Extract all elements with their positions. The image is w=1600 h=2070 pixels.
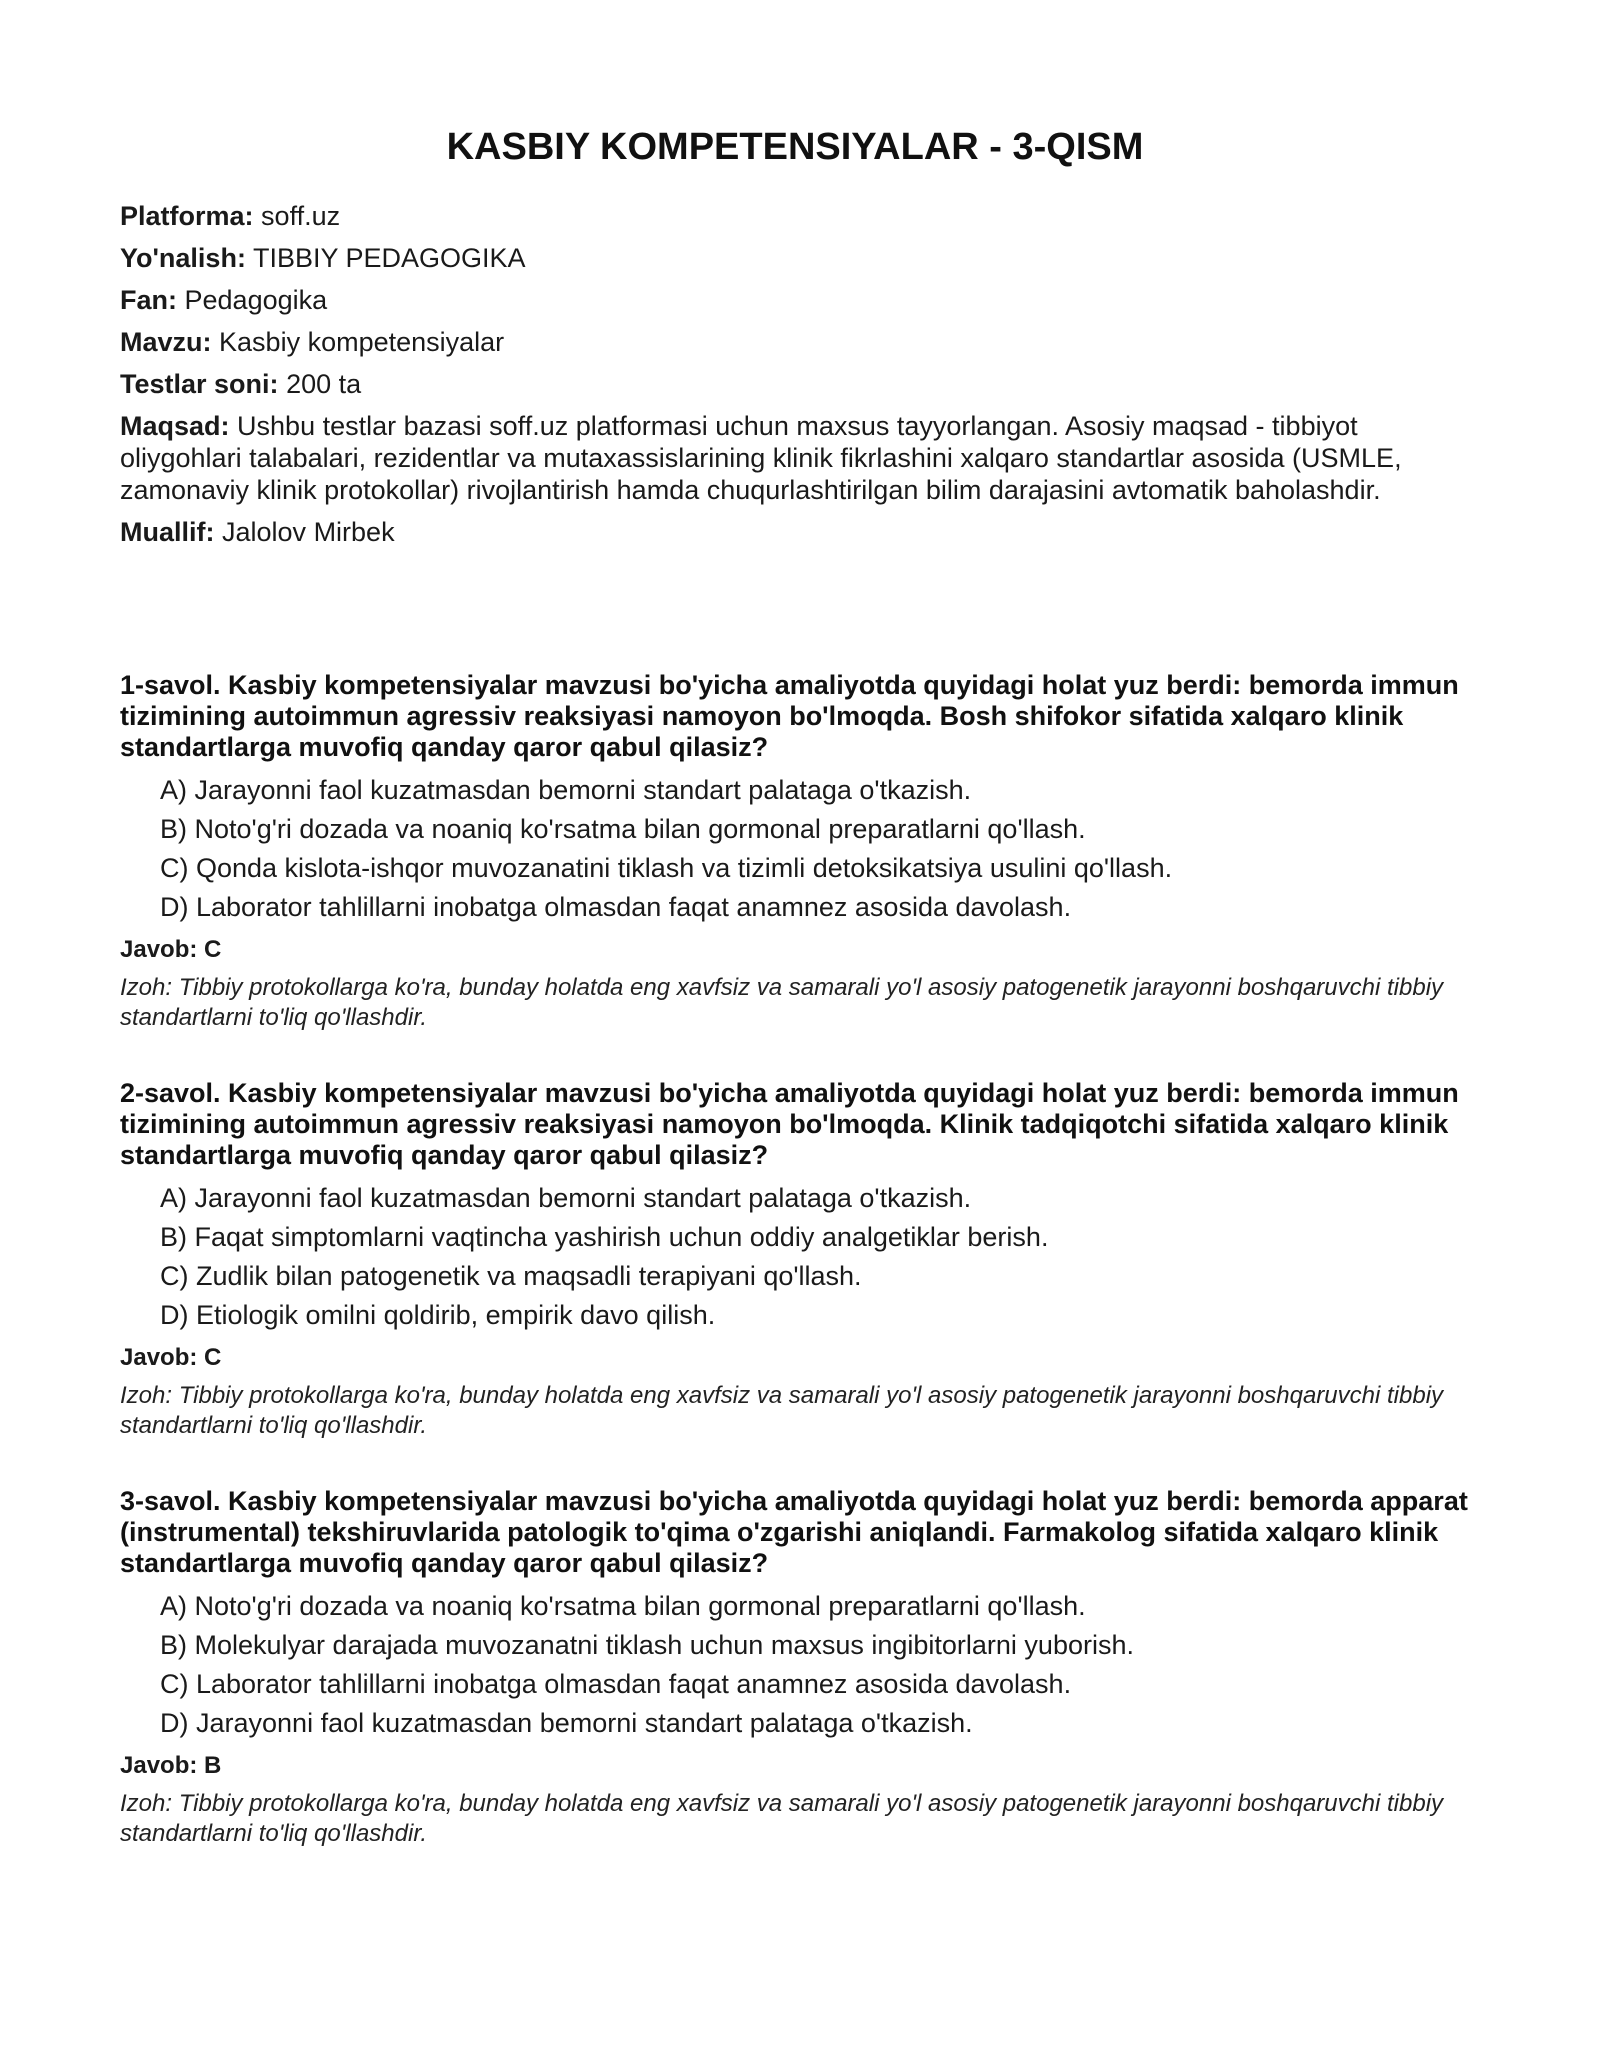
meta-subject <box>120 284 1470 316</box>
explanation-note: Izoh: Tibbiy protokollarga ko'ra, bunday holatda eng xavfsiz va samarali yo'l asosiy patogenetik jarayonni boshqaruvchi tibbiy standartlarni to'liq qo'llashdir. <box>120 974 1444 1031</box>
question-block <box>120 1078 1470 1441</box>
meta-topic <box>120 326 1470 358</box>
meta-label: Testlar soni: <box>120 369 279 399</box>
option-c: C) Laborator tahlillarni inobatga olmasdan faqat anamnez asosida davolash. <box>160 1669 1072 1699</box>
question-text: 3-savol. Kasbiy kompetensiyalar mavzusi bo'yicha amaliyotda quyidagi holat yuz berdi: bemorda apparat (instrumental) tekshiruvlarida patologik to'qima o'zgarishi aniqlandi. Farmakolog sifatida xalqaro klinik standartlarga muvofiq qanday qaror qabul qilasiz? <box>120 1486 1468 1578</box>
meta-value: Ushbu testlar bazasi soff.uz platformasi uchun maxsus tayyorlangan. Asosiy maqsad - tibbiyot oliygohlari talabalari, rezidentlar va mutaxassislarining klinik fikrlashini xalqaro standartlar asosida (USMLE, zamonaviy klinik protokollar) rivojlantirish hamda chuqurlashtirilgan bilim darajasini avtomatik baholashdir. <box>120 411 1402 505</box>
question-block <box>120 670 1470 1033</box>
meta-value: soff.uz <box>261 201 341 231</box>
option-b: B) Noto'g'ri dozada va noaniq ko'rsatma bilan gormonal preparatlarni qo'llash. <box>160 814 1086 844</box>
answer-options <box>120 1591 1470 1739</box>
answer-key: Javob: C <box>120 1344 222 1371</box>
meta-platform <box>120 200 1470 232</box>
meta-label: Platforma: <box>120 201 254 231</box>
option-d: D) Etiologik omilni qoldirib, empirik davo qilish. <box>160 1300 716 1330</box>
question-block <box>120 1486 1470 1849</box>
option-a: A) Jarayonni faol kuzatmasdan bemorni standart palataga o'tkazish. <box>160 775 972 805</box>
document-title: KASBIY KOMPETENSIYALAR - 3-QISM <box>446 126 1144 168</box>
meta-label: Mavzu: <box>120 327 212 357</box>
meta-value: Pedagogika <box>184 285 328 315</box>
option-b: B) Faqat simptomlarni vaqtincha yashirish uchun oddiy analgetiklar berish. <box>160 1222 1049 1252</box>
meta-label: Muallif: <box>120 517 215 547</box>
meta-purpose <box>120 410 1470 506</box>
document-metadata <box>120 200 1470 548</box>
answer-options <box>120 1183 1470 1331</box>
meta-direction <box>120 242 1470 274</box>
question-text: 2-savol. Kasbiy kompetensiyalar mavzusi bo'yicha amaliyotda quyidagi holat yuz berdi: bemorda immun tizimining autoimmun agressiv reaksiyasi namoyon bo'lmoqda. Klinik tadqiqotchi sifatida xalqaro klinik standartlarga muvofiq qanday qaror qabul qilasiz? <box>120 1078 1459 1170</box>
meta-author <box>120 516 1470 548</box>
meta-value: TIBBIY PEDAGOGIKA <box>252 243 526 273</box>
option-a: A) Noto'g'ri dozada va noaniq ko'rsatma bilan gormonal preparatlarni qo'llash. <box>160 1591 1086 1621</box>
option-a: A) Jarayonni faol kuzatmasdan bemorni standart palataga o'tkazish. <box>160 1183 972 1213</box>
question-text: 1-savol. Kasbiy kompetensiyalar mavzusi bo'yicha amaliyotda quyidagi holat yuz berdi: bemorda immun tizimining autoimmun agressiv reaksiyasi namoyon bo'lmoqda. Bosh shifokor sifatida xalqaro klinik standartlarga muvofiq qanday qaror qabul qilasiz? <box>120 670 1459 762</box>
explanation-note: Izoh: Tibbiy protokollarga ko'ra, bunday holatda eng xavfsiz va samarali yo'l asosiy patogenetik jarayonni boshqaruvchi tibbiy standartlarni to'liq qo'llashdir. <box>120 1382 1444 1439</box>
meta-test-count <box>120 368 1470 400</box>
document-page <box>120 0 1470 1847</box>
meta-value: 200 ta <box>286 369 362 399</box>
explanation-note: Izoh: Tibbiy protokollarga ko'ra, bunday holatda eng xavfsiz va samarali yo'l asosiy patogenetik jarayonni boshqaruvchi tibbiy standartlarni to'liq qo'llashdir. <box>120 1790 1444 1847</box>
meta-label: Fan: <box>120 285 177 315</box>
option-b: B) Molekulyar darajada muvozanatni tiklash uchun maxsus ingibitorlarni yuborish. <box>160 1630 1134 1660</box>
meta-label: Yo'nalish: <box>120 243 246 273</box>
meta-value: Kasbiy kompetensiyalar <box>219 327 505 357</box>
meta-label: Maqsad: <box>120 411 230 441</box>
answer-key: Javob: B <box>120 1752 222 1779</box>
option-d: D) Jarayonni faol kuzatmasdan bemorni standart palataga o'tkazish. <box>160 1708 973 1738</box>
option-c: C) Qonda kislota-ishqor muvozanatini tiklash va tizimli detoksikatsiya usulini qo'llash. <box>160 853 1173 883</box>
meta-value: Jalolov Mirbek <box>222 517 395 547</box>
option-d: D) Laborator tahlillarni inobatga olmasdan faqat anamnez asosida davolash. <box>160 892 1072 922</box>
option-c: C) Zudlik bilan patogenetik va maqsadli terapiyani qo'llash. <box>160 1261 862 1291</box>
answer-key: Javob: C <box>120 936 222 963</box>
answer-options <box>120 775 1470 923</box>
